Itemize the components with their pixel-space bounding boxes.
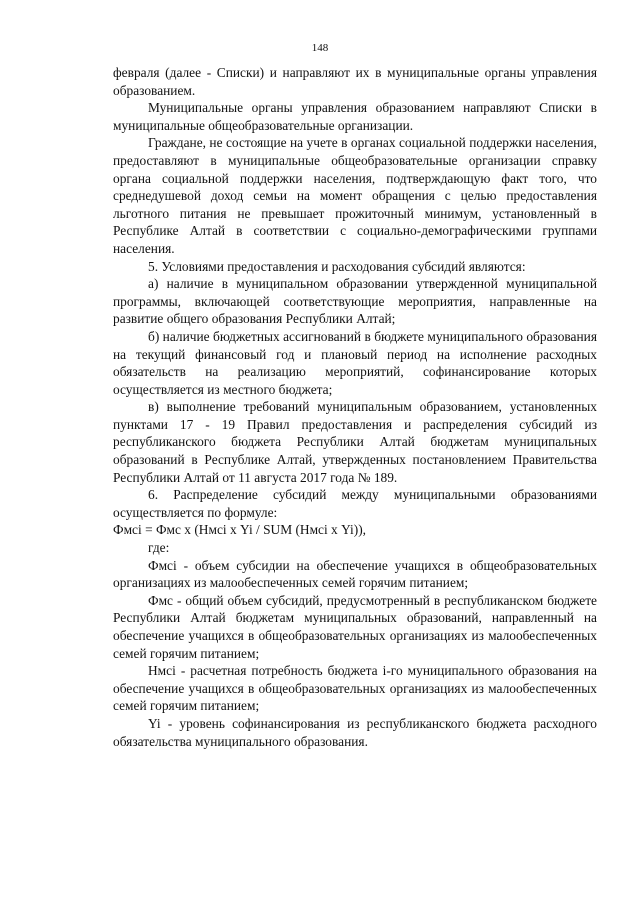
paragraph: Муниципальные органы управления образованием направляют Списки в муниципальные общеобразовательные организации.	[113, 100, 597, 133]
paragraph: а) наличие в муниципальном образовании утвержденной муниципальной программы, включающей соответствующие мероприятия, направленные на развитие общего образования Республики Алтай;	[113, 276, 597, 327]
paragraph: 6. Распределение субсидий между муниципальными образованиями осуществляется по формуле:	[113, 487, 597, 520]
formula	[113, 521, 597, 539]
definition-item: Yi - уровень софинансирования из республиканского бюджета расходного обязательства муниципального образования.	[113, 715, 597, 749]
formula-text: Фмсi = Фмс х (Нмсi х Yi / SUM (Нмсi х Yi)),	[113, 522, 367, 538]
page-number: 148	[311, 42, 329, 54]
document-body	[113, 64, 597, 750]
paragraph: Граждане, не состоящие на учете в органах социальной поддержки населения, предоставляют в муниципальные общеобразовательные организации справку органа социальной поддержки населения, подтверждающую факт того, что среднедушевой доход семьи на момент обращения с целью предоставления льготного питания не превышает прожиточный минимум, установленный в Республике Алтай в соответствии с социально-демографическими группами населения.	[113, 135, 597, 256]
paragraph: февраля (далее - Списки) и направляют их в муниципальные органы управления образованием.	[113, 65, 597, 98]
definition-item: Фмс - общий объем субсидий, предусмотренный в республиканском бюджете Республики Алтай бюджетам муниципальных образований, направленный на обеспечение учащихся в общеобразовательных организациях из малообеспеченных семей горячим питанием;	[113, 592, 597, 661]
paragraph: 5. Условиями предоставления и расходования субсидий являются:	[148, 258, 526, 274]
where-label: где:	[148, 540, 170, 556]
definition-item: Нмсi - расчетная потребность бюджета i-го муниципального образования на обеспечение учащихся в общеобразовательных организациях из малообеспеченных семей горячим питанием;	[113, 663, 597, 714]
paragraph: б) наличие бюджетных ассигнований в бюджете муниципального образования на текущий финансовый год и плановый период на исполнение расходных обязательств на реализацию мероприятий, софинансирование которых осуществляется из местного бюджета;	[113, 328, 597, 397]
paragraph: в) выполнение требований муниципальным образованием, установленных пунктами 17 - 19 Правил предоставления и распределения субсидий из республиканского бюджета Республики Алтай бюджетам муниципальных образований в Республике Алтай, утвержденных постановлением Правительства Республики Алтай от 11 августа 2017 года № 189.	[113, 399, 597, 485]
definition-item: Фмсi - объем субсидии на обеспечение учащихся в общеобразовательных организациях из малообеспеченных семей горячим питанием;	[113, 557, 597, 591]
